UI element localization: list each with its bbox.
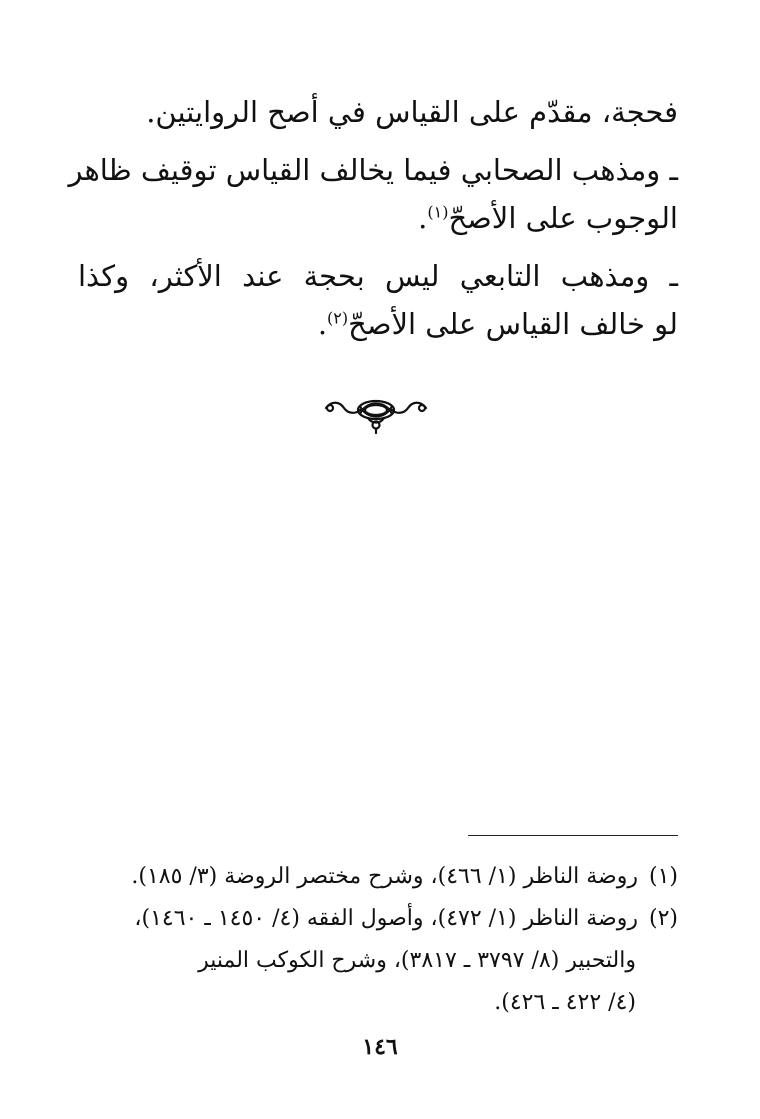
line-text: ـ ومذهب الصحابي فيما يخالف القياس توقيف ظاهر — [68, 153, 678, 187]
footnote-text: (٤/ ٤٢٢ ـ ٤٢٦). — [494, 990, 636, 1015]
page-number: ١٤٦ — [362, 1034, 398, 1060]
footnote-separator — [468, 835, 678, 836]
footnotes — [78, 856, 678, 1024]
footnote-text: روضة الناظر (١/ ٤٦٦)، وشرح مختصر الروضة (٣/ ١٨٥). — [131, 864, 638, 889]
paragraph-2 — [68, 146, 678, 242]
footnote-line — [78, 898, 678, 940]
footnote-line — [78, 982, 678, 1024]
text-line — [78, 194, 678, 242]
line-text: الوجوب على الأصحّ — [448, 201, 678, 235]
footnote-marker[interactable]: (٢) — [327, 308, 349, 328]
paragraph-1 — [78, 88, 678, 136]
footnote-text: والتحبير (٨/ ٣٧٩٧ ـ ٣٨١٧)، وشرح الكوكب المنير — [198, 948, 636, 973]
main-text — [68, 88, 678, 358]
footnote-number: (١) — [648, 864, 678, 889]
footnote-marker[interactable]: (١) — [427, 202, 449, 222]
footnote-1 — [78, 856, 678, 898]
line-tail: . — [317, 307, 328, 341]
line-text: ـ ومذهب التابعي ليس بحجة عند الأكثر، وكذا — [78, 259, 678, 293]
text-line — [68, 146, 678, 194]
footnote-2 — [78, 898, 678, 1024]
text-line — [78, 300, 678, 348]
text-line — [78, 252, 678, 300]
text-line — [78, 88, 678, 136]
footnote-line — [78, 856, 678, 898]
line-text: لو خالف القياس على الأصحّ — [348, 307, 678, 341]
footnote-text: روضة الناظر (١/ ٤٧٢)، وأصول الفقه (٤/ ١٤٥٠ ـ ١٤٦٠)، — [134, 906, 638, 931]
floral-knot-ornament-icon — [322, 396, 430, 436]
line-text: فحجة، مقدّم على القياس في أصح الروايتين. — [146, 95, 678, 129]
line-tail: . — [418, 201, 428, 235]
footnote-number: (٢) — [648, 906, 678, 931]
paragraph-3 — [78, 252, 678, 348]
footnote-line — [78, 940, 678, 982]
